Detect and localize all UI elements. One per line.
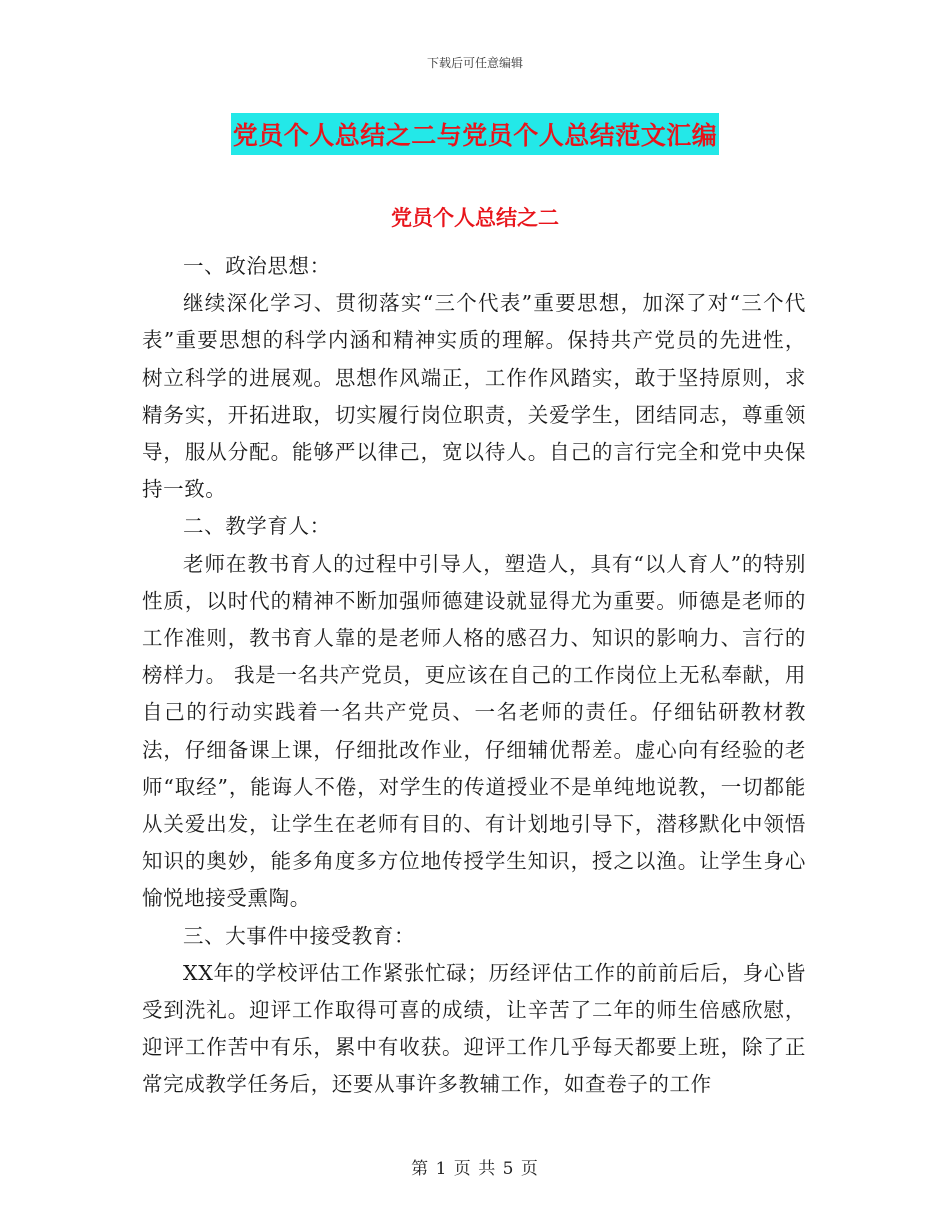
heading-events: 三、大事件中接受教育：	[183, 923, 416, 948]
header-note: 下载后可任意编辑	[426, 56, 523, 70]
paragraph-teaching: 老师在教书育人的过程中引导人，塑造人，具有“以人育人”的特别性质，以时代的精神不断加强师德建设就显得尤为重要。师德是老师的工作准则，教书育人靠的是老师人格的感召力、知识的影响力、言行的榜样力。 我是一名共产党员，更应该在自己的工作岗位上无私奉献，用自己的行动实践着一名共产党员、一名老师的责任。仔细钻研教材教法，仔细备课上课，仔细批改作业，仔细辅优帮差。虚心向有经验的老师“取经”，能诲人不倦，对学生的传道授业不是单纯地说教，一切都能从关爱出发，让学生在老师有目的、有计划地引导下，潜移默化中领悟知识的奥妙，能多角度多方位地传授学生知识，授之以渔。让学生身心愉悦地接受熏陶。	[142, 551, 806, 911]
paragraph-political: 继续深化学习、贯彻落实“三个代表”重要思想，加深了对“三个代表”重要思想的科学内涵和精神实质的理解。保持共产党员的先进性，树立科学的进展观。思想作风端正，工作作风踏实，敢于坚持原则，求精务实，开拓进取，切实履行岗位职责，关爱学生，团结同志，尊重领导，服从分配。能够严以律己，宽以待人。自己的言行完全和党中央保持一致。	[142, 291, 806, 502]
document-title: 党员个人总结之二与党员个人总结范文汇编	[231, 113, 720, 155]
paragraph-events: XX年的学校评估工作紧张忙碌；历经评估工作的前前后后，身心皆受到洗礼。迎评工作取得可喜的成绩，让辛苦了二年的师生倍感欣慰，迎评工作苦中有乐，累中有收获。迎评工作几乎每天都要上班，除了正常完成教学任务后，还要从事许多教辅工作，如查卷子的工作	[142, 960, 806, 1097]
page-footer: 第 1 页 共 5 页	[411, 1159, 539, 1179]
heading-political: 一、政治思想：	[183, 254, 331, 278]
document-body	[142, 248, 806, 1104]
section-title: 党员个人总结之二	[391, 206, 559, 230]
document-title-wrap	[0, 113, 950, 155]
heading-teaching: 二、教学育人：	[183, 514, 331, 539]
